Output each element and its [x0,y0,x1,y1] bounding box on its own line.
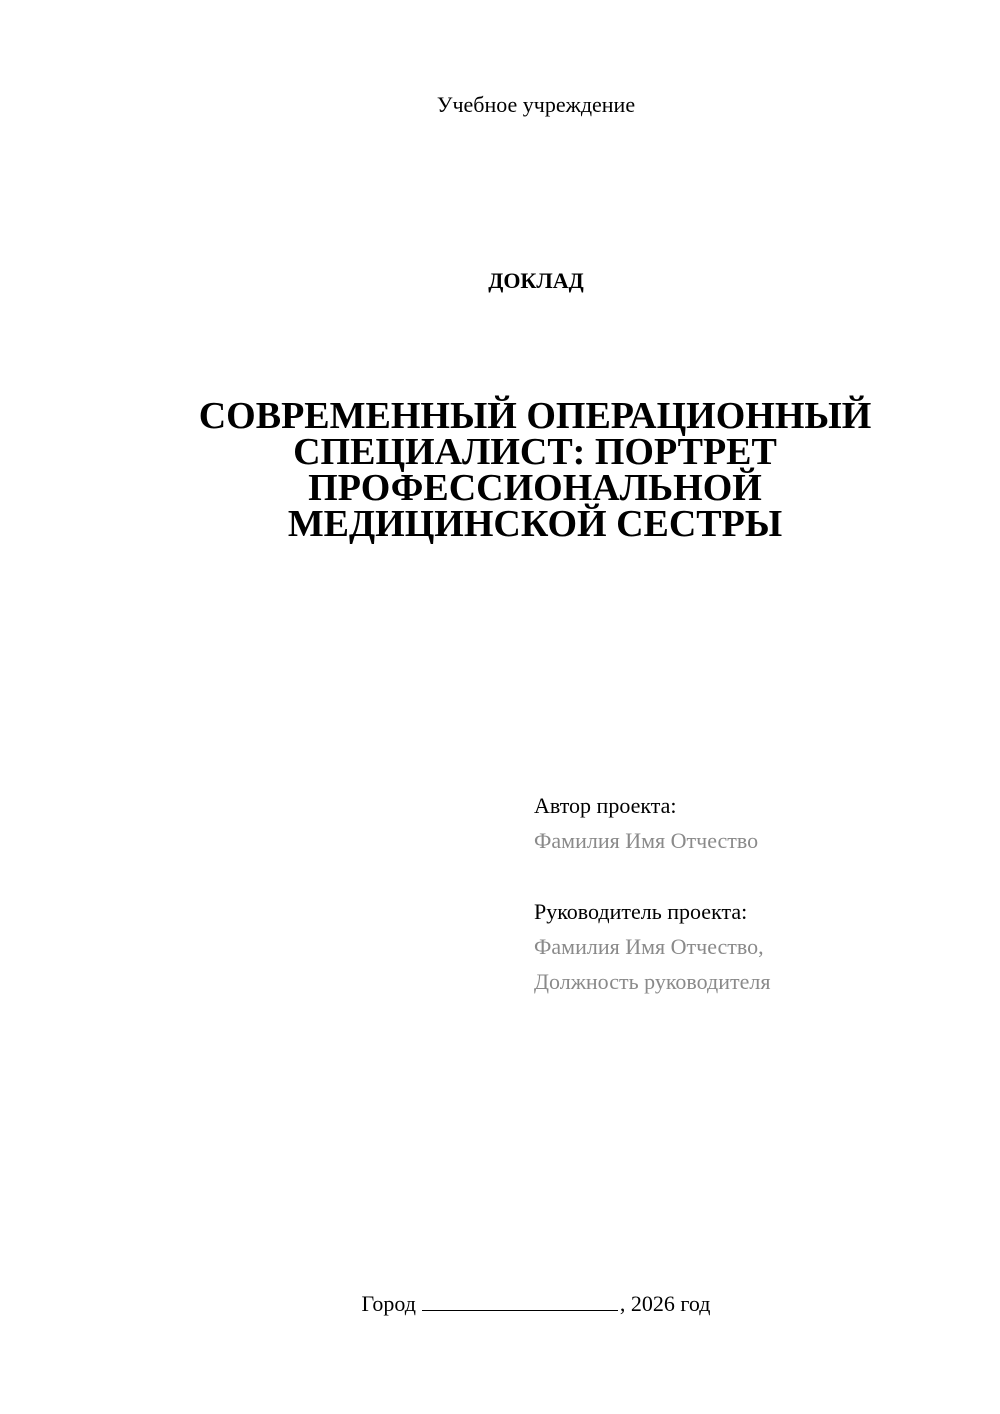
title-line: СОВРЕМЕННЫЙ ОПЕРАЦИОННЫЙ [198,395,872,437]
author-name-placeholder: Фамилия Имя Отчество [534,828,759,853]
city-blank-line [422,1290,618,1311]
supervisor-label: Руководитель проекта: [534,899,748,924]
title-line: СПЕЦИАЛИСТ: ПОРТРЕТ [293,431,777,473]
author-label: Автор проекта: [534,793,677,818]
supervisor-position-placeholder: Должность руководителя [534,969,771,994]
project-info-block [534,788,974,999]
supervisor-name-placeholder: Фамилия Имя Отчество, [534,934,764,959]
city-year-line [0,1290,1000,1318]
title-line: МЕДИЦИНСКОЙ СЕСТРЫ [287,503,783,545]
document-title [150,395,920,545]
institution-name: Учебное учреждение [436,92,636,117]
document-type: ДОКЛАД [488,268,584,293]
city-label: Город [361,1291,416,1316]
year-text: , 2026 год [619,1291,711,1316]
title-line: ПРОФЕССИОНАЛЬНОЙ [308,467,762,509]
spacer [534,858,974,894]
